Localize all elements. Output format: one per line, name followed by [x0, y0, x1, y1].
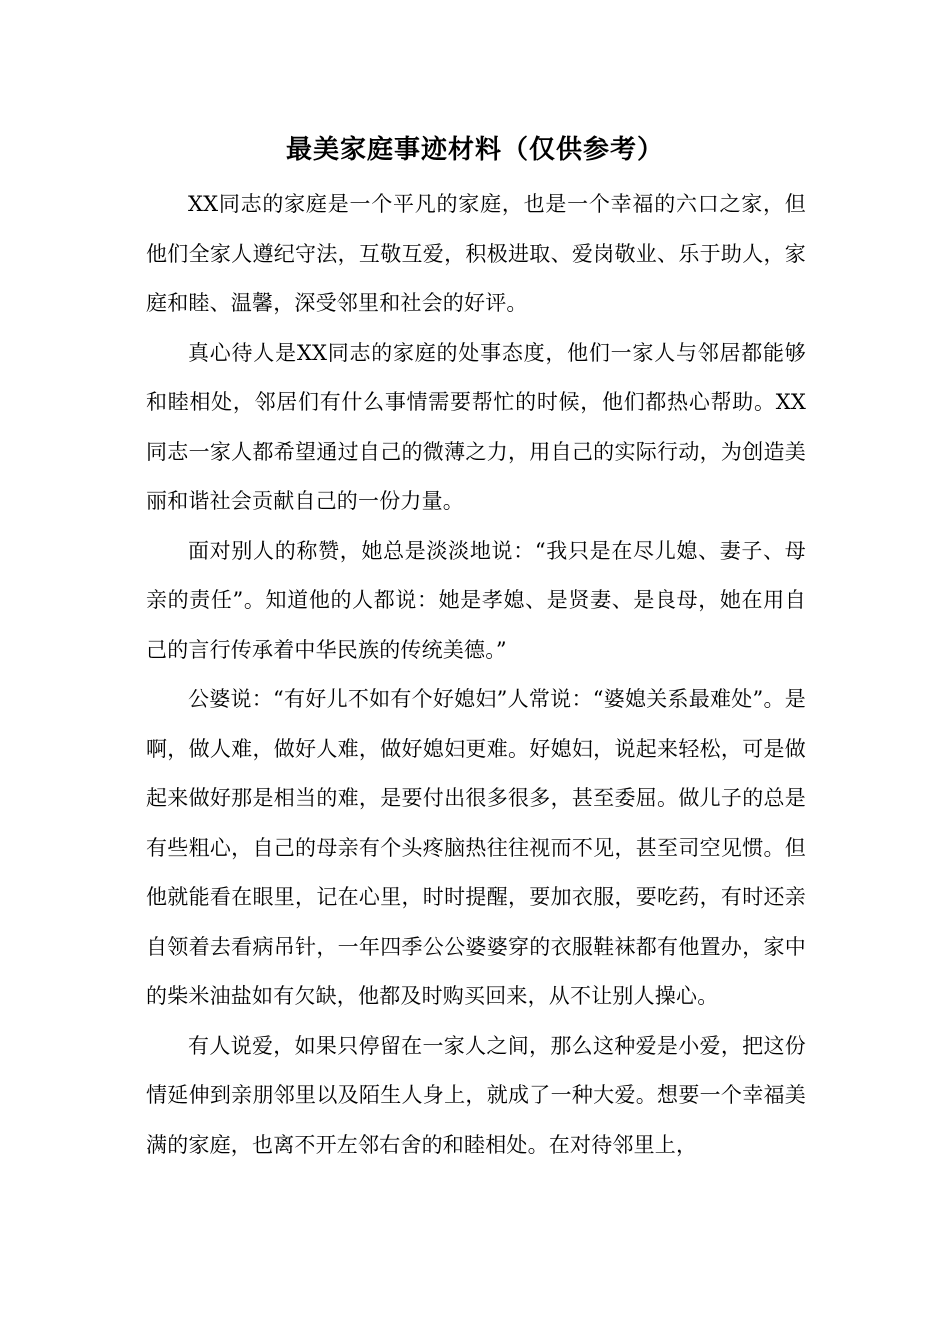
paragraph-2: 真心待人是XX同志的家庭的处事态度，他们一家人与邻居都能够和睦相处，邻居们有什么事情需要帮忙的时候，他们都热心帮助。XX同志一家人都希望通过自己的微薄之力，用自己的实际行动，为创造美丽和谐社会贡献自己的一份力量。 — [146, 340, 806, 513]
document-body — [146, 180, 806, 1170]
paragraph-3: 面对别人的称赞，她总是淡淡地说：“我只是在尽儿媳、妻子、母亲的责任”。知道他的人都说：她是孝媳、是贤妻、是良母，她在用自己的言行传承着中华民族的传统美德。” — [146, 538, 806, 662]
paragraph-5: 有人说爱，如果只停留在一家人之间，那么这种爱是小爱，把这份情延伸到亲朋邻里以及陌生人身上，就成了一种大爱。想要一个幸福美满的家庭，也离不开左邻右舍的和睦相处。在对待邻里上， — [146, 1033, 806, 1157]
paragraph-4: 公婆说：“有好儿不如有个好媳妇”人常说：“婆媳关系最难处”。是啊，做人难，做好人难，做好媳妇更难。好媳妇，说起来轻松，可是做起来做好那是相当的难，是要付出很多很多，甚至委屈。做儿子的总是有些粗心，自己的母亲有个头疼脑热往往视而不见，甚至司空见惯。但他就能看在眼里，记在心里，时时提醒，要加衣服，要吃药，有时还亲自领着去看病吊针，一年四季公公婆婆穿的衣服鞋袜都有他置办，家中的柴米油盐如有欠缺，他都及时购买回来，从不让别人操心。 — [146, 687, 806, 1008]
paragraph-1: XX同志的家庭是一个平凡的家庭，也是一个幸福的六口之家，但他们全家人遵纪守法，互敬互爱，积极进取、爱岗敬业、乐于助人，家庭和睦、温馨，深受邻里和社会的好评。 — [146, 192, 806, 315]
document-title: 最美家庭事迹材料（仅供参考） — [285, 135, 664, 165]
